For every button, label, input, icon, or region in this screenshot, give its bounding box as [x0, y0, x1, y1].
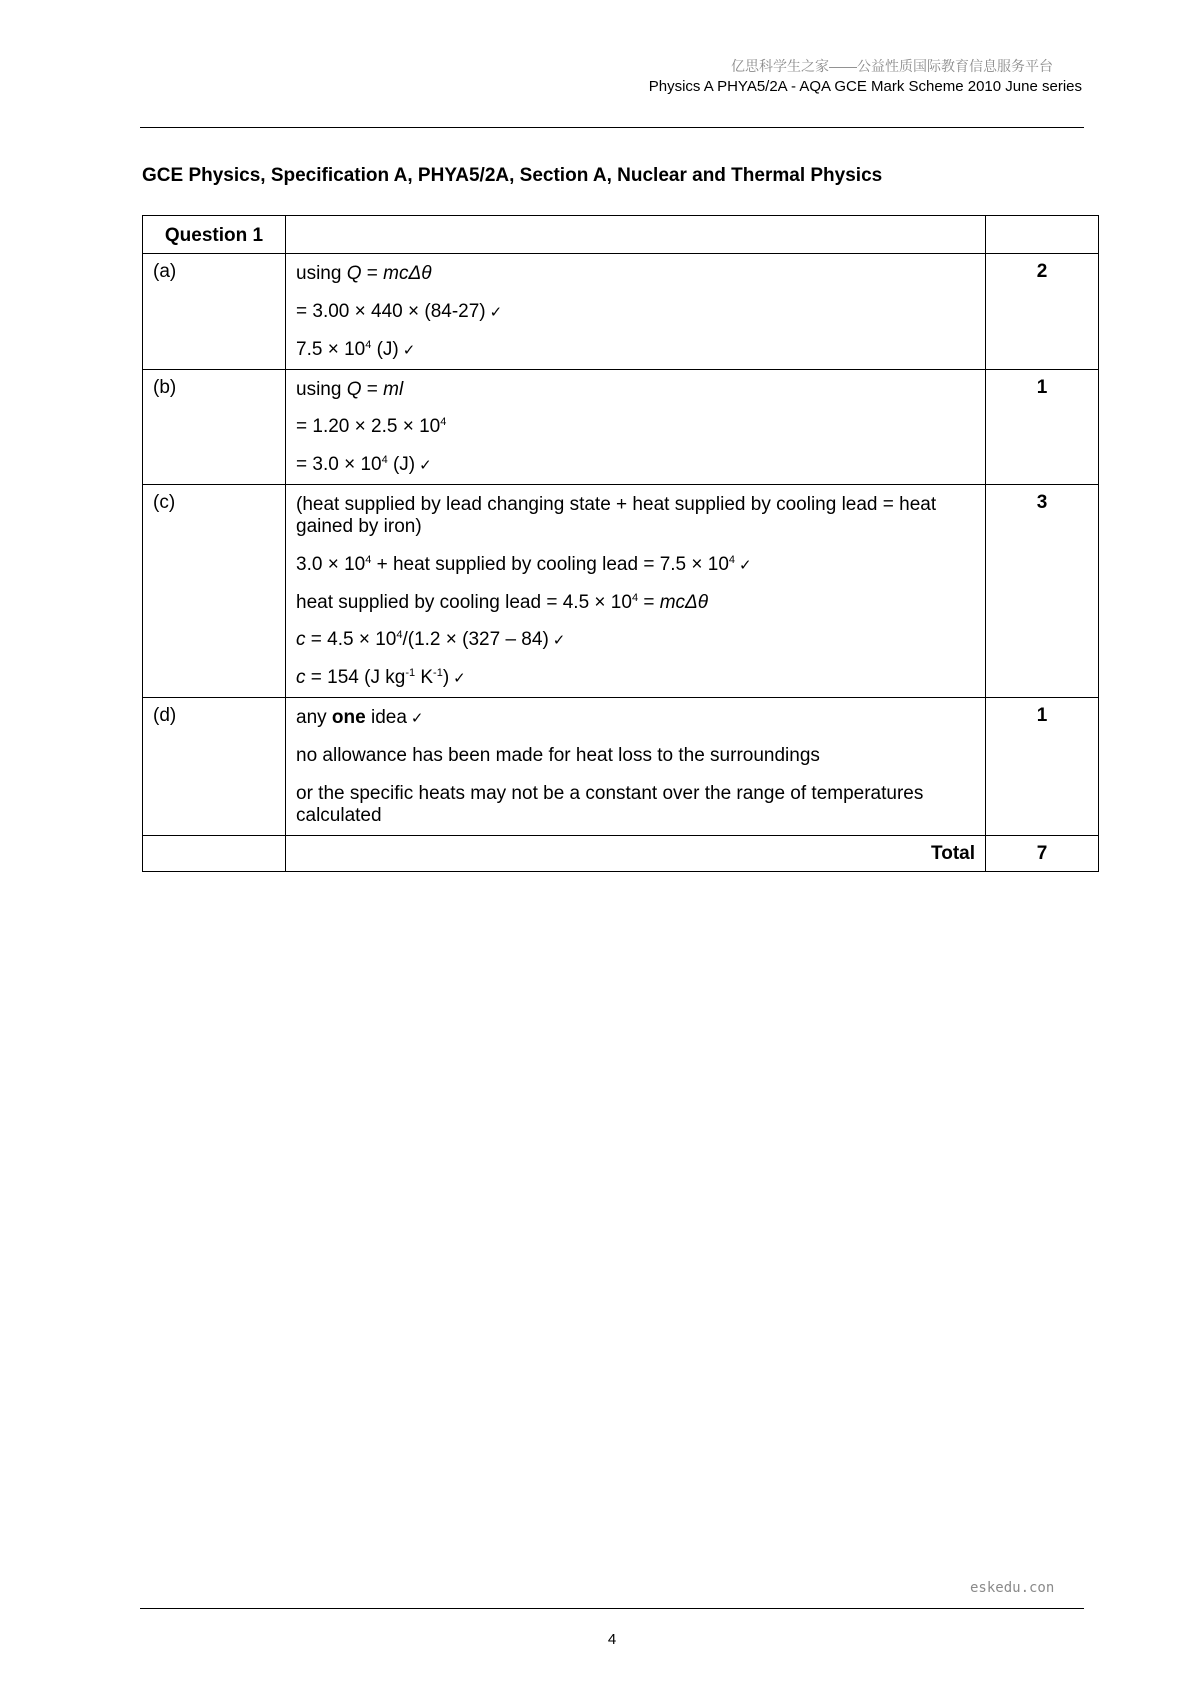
- tick-icon: ✓: [739, 556, 752, 574]
- table-row: [143, 369, 1099, 485]
- question-label: Question 1: [143, 216, 286, 254]
- table-row: [143, 254, 1099, 370]
- table-row: [143, 698, 1099, 835]
- section-title: GCE Physics, Specification A, PHYA5/2A, Section A, Nuclear and Thermal Physics: [142, 165, 883, 186]
- part-label: (c): [143, 485, 286, 698]
- answer-cell: [286, 698, 986, 835]
- header-mark-cell: [986, 216, 1099, 254]
- answer-line: $c = 4.5 \times 10^4/(1.2 \times (327 - 84)$ ✓: [296, 629, 566, 651]
- answer-cell: [286, 369, 986, 485]
- answer-cell: [286, 254, 986, 370]
- part-label: (a): [143, 254, 286, 370]
- answer-line: using Q = mcΔθ: [296, 263, 432, 284]
- mark-value: 3: [986, 485, 1099, 698]
- total-row: [143, 835, 1099, 871]
- table-header-row: [143, 216, 1099, 254]
- header-blank-cell: [286, 216, 986, 254]
- tick-icon: ✓: [552, 632, 566, 650]
- mark-scheme-table: [142, 215, 1099, 872]
- header-rule: [140, 127, 1084, 128]
- header-document-title: Physics A PHYA5/2A - AQA GCE Mark Scheme 2010 June series: [648, 78, 1082, 95]
- answer-line: any one idea ✓: [296, 707, 424, 729]
- watermark: eskedu.con: [970, 1580, 1055, 1596]
- answer-line: or the specific heats may not be a constant over the range of temperatures calculated: [296, 782, 924, 826]
- answer-line: = $1.20 \times 2.5 \times 10^4$: [296, 416, 447, 438]
- total-blank-cell: [143, 835, 286, 871]
- answer-line: heat supplied by cooling lead = $4.5 \times 10^4 = mc\Delta\theta$: [296, 591, 709, 613]
- part-label: (d): [143, 698, 286, 835]
- total-mark: 7: [986, 835, 1099, 871]
- tick-icon: ✓: [410, 710, 424, 728]
- answer-line: using Q = ml: [296, 378, 404, 400]
- answer-line: $3.0 \times 10^4$ + heat supplied by cooling lead = $7.5 \times 10^4$ ✓: [296, 553, 752, 575]
- answer-line: = $3.0 \times 10^4$ (J) ✓: [296, 454, 432, 476]
- tick-icon: ✓: [402, 341, 416, 359]
- table-row: [143, 485, 1099, 698]
- page-number: 4: [607, 1631, 617, 1648]
- tick-icon: ✓: [419, 457, 432, 475]
- answer-line: = 3.00 × 440 × (84-27) ✓: [296, 300, 503, 322]
- mark-value: 1: [986, 369, 1099, 485]
- answer-line: no allowance has been made for heat loss to the surroundings: [296, 744, 820, 766]
- total-label: Total: [286, 835, 986, 871]
- answer-cell: [286, 485, 986, 698]
- part-label: (b): [143, 369, 286, 485]
- footer-rule: [140, 1608, 1084, 1609]
- tick-icon: ✓: [489, 303, 503, 321]
- header-site-name: 亿思科学生之家——公益性质国际教育信息服务平台: [731, 58, 1053, 74]
- answer-line: c = 154 (J $kg^{-1}$ $K^{-1}$) ✓: [296, 667, 466, 689]
- mark-value: 1: [986, 698, 1099, 835]
- tick-icon: ✓: [453, 670, 466, 688]
- answer-line: (heat supplied by lead changing state + heat supplied by cooling lead = heat gained by iron): [296, 494, 937, 537]
- mark-value: 2: [986, 254, 1099, 370]
- answer-line: $7.5 \times 10^4$ (J) ✓: [296, 338, 416, 360]
